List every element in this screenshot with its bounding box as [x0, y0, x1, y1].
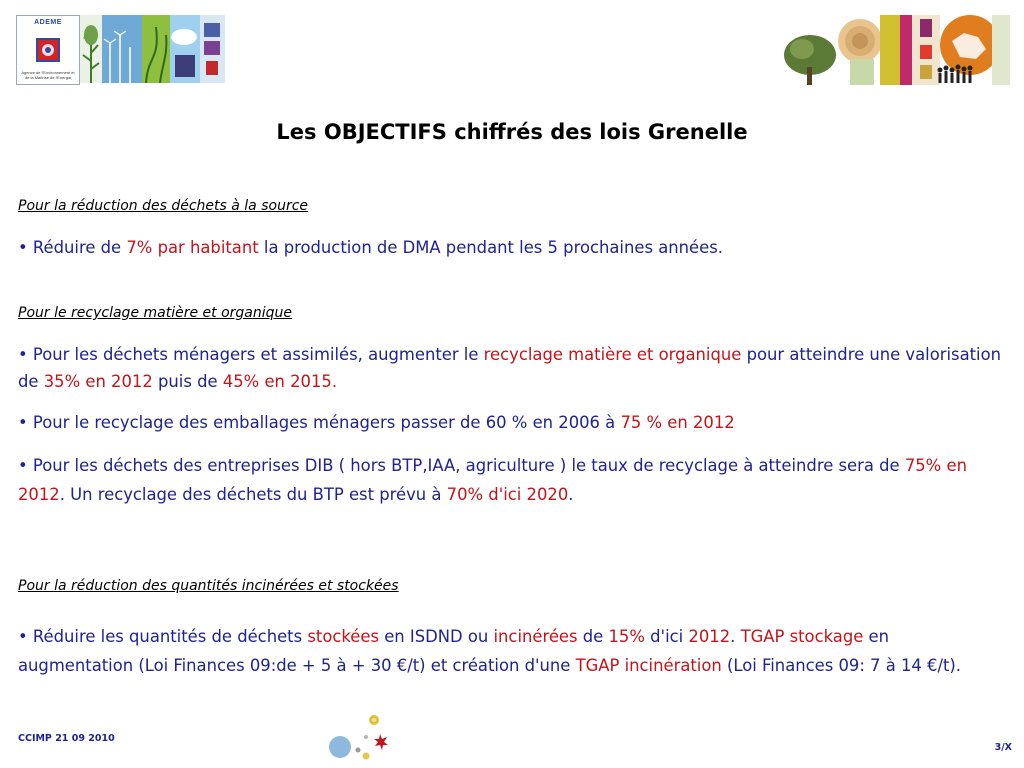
- ademe-logo-tagline: Agence de l'Environnement et de la Maîtrise de l'Energie: [21, 70, 75, 80]
- highlight-run: recyclage matière et organique: [483, 345, 742, 364]
- text-run: pour atteindre une valorisation de: [18, 345, 1002, 391]
- bullet-glyph: •: [18, 456, 28, 475]
- bullet-glyph: •: [18, 413, 28, 432]
- text-run: .: [730, 627, 736, 646]
- text-run: en augmentation (Loi Finances 09:de + 5 à + 30 €/t) et création d'une: [18, 627, 890, 675]
- bullet-glyph: •: [18, 345, 28, 364]
- footer-date: CCIMP 21 09 2010: [18, 733, 115, 744]
- highlight-run: en 2012: [18, 456, 967, 504]
- header-photo-strip-right: [780, 15, 1010, 85]
- text-run: . Un recyclage des déchets du BTP est prévu à: [59, 485, 442, 504]
- bullet-glyph: •: [18, 627, 28, 646]
- text-run: puis de: [157, 372, 218, 391]
- bullet-reduce-dma: [18, 234, 1008, 261]
- footer-page-number: 3/X: [994, 742, 1012, 753]
- highlight-run: incinérées: [493, 627, 578, 646]
- highlight-run: TGAP incinération: [575, 656, 722, 675]
- text-run: de: [582, 627, 604, 646]
- highlight-run: 75 % en 2012: [620, 413, 735, 432]
- text-run: Pour le recyclage des emballages ménagers passer de 60 % en 2006 à: [32, 413, 616, 432]
- bullet-packaging: [18, 409, 1008, 436]
- bullet-business-waste: [18, 451, 1008, 509]
- highlight-run: TGAP stockage: [740, 627, 864, 646]
- page-title: Les OBJECTIFS chiffrés des lois Grenelle: [276, 120, 748, 144]
- highlight-run: 15%: [608, 627, 645, 646]
- text-run: en ISDND ou: [384, 627, 489, 646]
- section-heading-source: Pour la réduction des déchets à la source: [18, 198, 309, 214]
- highlight-run: stockées: [307, 627, 379, 646]
- text-run: Pour les déchets des entreprises DIB ( hors BTP,IAA, agriculture ) le taux de recyclage à atteindre sera de: [32, 456, 900, 475]
- header-photo-strip-left: [80, 15, 225, 83]
- highlight-run: 45% en 2015: [222, 372, 332, 391]
- highlight-run: 7%: [126, 238, 153, 257]
- highlight-run: 35% en 2012: [43, 372, 153, 391]
- section-heading-incineration: Pour la réduction des quantités incinérées et stockées: [18, 578, 399, 594]
- footer-decoration-icon: [328, 712, 394, 762]
- highlight-run: 75%: [904, 456, 942, 475]
- ademe-emblem-icon: [36, 38, 60, 62]
- bullet-household-waste: [18, 341, 1008, 395]
- text-run: .: [331, 372, 338, 391]
- text-run: la production de DMA pendant les 5 prochaines années.: [263, 238, 723, 257]
- text-run: d'ici: [650, 627, 684, 646]
- highlight-run: 70% d'ici 2020: [446, 485, 569, 504]
- ademe-logo-brand: ADEME: [34, 19, 62, 26]
- text-run: Réduire les quantités de déchets: [32, 627, 303, 646]
- text-run: (Loi Finances 09: 7 à 14 €/t).: [726, 656, 961, 675]
- text-run: Pour les déchets ménagers et assimilés, augmenter le: [32, 345, 479, 364]
- text-run: Réduire de: [32, 238, 122, 257]
- ademe-logo: [16, 15, 80, 85]
- section-heading-recycling: Pour le recyclage matière et organique: [18, 305, 293, 321]
- highlight-run: 2012: [688, 627, 731, 646]
- text-run: .: [568, 485, 574, 504]
- bullet-reduce-landfill: [18, 622, 1008, 680]
- highlight-run: par habitant: [157, 238, 259, 257]
- bullet-glyph: •: [18, 238, 28, 257]
